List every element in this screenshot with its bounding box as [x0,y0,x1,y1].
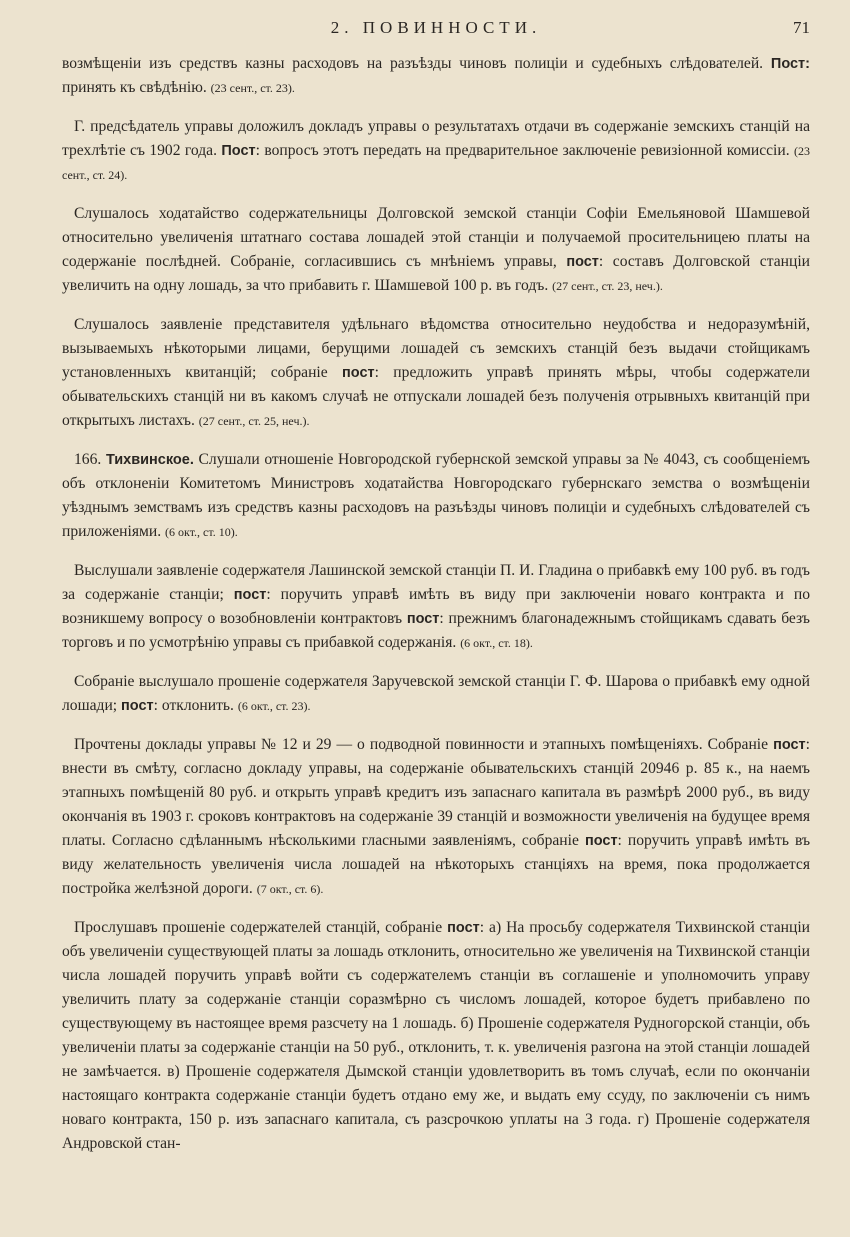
text-run: принять къ свѣдѣнію. [62,79,207,96]
text-run: возмѣщеніи изъ средствъ казны расходовъ на разъѣзды чиновъ полиціи и судебныхъ слѣдователей. [62,55,764,72]
text-run: : прежнимъ благонадежнымъ стойщикамъ сдавать безъ торговъ и по усмотрѣнію управы съ прибавкой содержанія. [62,610,810,651]
text-run: Слушалось заявленіе представителя удѣльнаго вѣдомства относительно неудобства и недоразумѣній, вызываемыхъ нѣкоторыми лицами, берущими лошадей съ земскихъ станцій безъ выдачи стойщикамъ установленныхъ квитанцій; собраніе [62,316,810,381]
paragraph-7 [62,670,810,718]
resolution-marker: пост [447,920,480,936]
text-run: Слушалось ходатайство содержательницы Долговской земской станціи Софіи Емельяновой Шамшевой относительно увеличенія штатнаго состава лошадей этой станціи и получаемой просительницею платы на содержаніе послѣдней. Собраніе, согласившись съ мнѣніемъ управы, [62,205,810,270]
page-header [62,18,810,52]
item-number: 166. [74,451,102,468]
resolution-marker: пост [406,611,440,627]
resolution-marker: пост [584,833,618,849]
paragraph-6 [62,559,810,655]
text-run: : внести въ смѣту, согласно докладу управы, на содержаніе обывательскихъ станцій 20946 р. 85 к., на наемъ этапныхъ помѣщеній 80 руб. и открыть управѣ кредитъ изъ запаснаго капитала въ размѣрѣ 2000 руб., въ виду окончанія въ 1903 г. сроковъ контрактовъ на содержаніе 39 станцій и возможности увеличенія на будущее время платы. Согласно сдѣланнымъ нѣсколькими гласными заявленіямъ, собраніе [62,736,810,849]
page-number: 71 [793,18,810,37]
running-title: 2. ПОВИННОСТИ. [330,18,542,37]
paragraph-5 [62,448,810,544]
text-run: Прочтены доклады управы № 12 и 29 — о подводной повинности и этапныхъ помѣщеніяхъ. Собраніе [74,736,769,753]
text-run: Г. предсѣдатель управы доложилъ докладъ управы о результатахъ отдачи въ содержаніе земскихъ станцій на трехлѣтіе съ 1902 года. [62,118,810,159]
session-reference: (7 окт., ст. 6). [256,882,324,896]
text-run: Слушали отношеніе Новгородской губернской земской управы за № 4043, съ сообщеніемъ объ отклоненіи Комитетомъ Министровъ ходатайства Новгородскаго губернскаго земства о возмѣщеніи уѣзднымъ земствамъ изъ средствъ казны расходовъ на разъѣзды чиновъ полиціи и судебныхъ слѣдователей съ приложеніями. [62,451,810,540]
session-reference: (23 сент., ст. 24). [62,144,811,182]
resolution-marker: пост [773,737,806,753]
session-reference: (6 окт., ст. 23). [237,699,311,713]
text-run: : предложить управѣ принять мѣры, чтобы содержатели обывательскихъ станцій ни въ какомъ случаѣ не отпускали лошадей безъ полученія отрывныхъ квитанцій при открытыхъ листахъ. [62,364,810,429]
resolution-marker: пост [566,254,599,270]
text-run: Выслушали заявленіе содержателя Лашинской земской станціи П. И. Гладина о прибавкѣ ему 100 руб. въ годъ за содержаніе станціи; [62,562,810,603]
text-run: : отклонить. [153,697,234,714]
resolution-marker: пост [121,698,154,714]
session-reference: (27 сент., ст. 25, неч.). [198,414,310,428]
text-run: : вопросъ этотъ передать на предварительное заключеніе ревизіонной комиссіи. [255,142,790,159]
session-reference: (23 сент., ст. 23). [210,81,295,95]
resolution-marker: пост [342,365,375,381]
paragraph-9 [62,916,810,1156]
text-run: : составъ Долговской станціи увеличить на одну лошадь, за что прибавить г. Шамшевой 100 р. въ годъ. [62,253,810,294]
resolution-marker: пост [233,587,267,603]
session-reference: (6 окт., ст. 18). [460,636,533,650]
resolution-marker: Пост [221,143,256,159]
session-reference: (6 окт., ст. 10). [165,525,238,539]
text-run: Собраніе выслушало прошеніе содержателя Заручевской земской станціи Г. Ф. Шарова о прибавкѣ ему одной лошади; [62,673,810,714]
district-heading: Тихвинское. [105,452,194,468]
text-run: : а) На просьбу содержателя Тихвинской станціи объ увеличеніи существующей платы за лошадь отклонить, относительно же увеличенія на Тихвинской станціи числа лошадей поручить управѣ войти съ содержателемъ станціи въ соглашеніе и уполномочить управу увеличить плату за содержаніе станціи соразмѣрно съ числомъ лошадей, которое будетъ прибавлено по существующему въ настоящее время разсчету на 1 лошадь. б) Прошеніе содержателя Рудногорской станціи, объ увеличеніи платы за содержаніе станціи на 50 руб., отклонить, т. к. увеличенія разгона на этой станціи лошадей не замѣчается. в) Прошеніе содержателя Дымской станціи удовлетворить въ томъ случаѣ, если по окончаніи настоящаго контракта содержаніе станціи будетъ отдано ему же, и выдать ему ссуду, по заключеніи съ нимъ новаго контракта, 150 р. изъ запаснаго капитала, съ разсрочкою уплаты на 3 года. г) Прошеніе содержателя Андровской стан- [62,919,810,1152]
paragraph-1 [62,52,810,100]
session-reference: (27 сент., ст. 23, неч.). [552,279,663,293]
text-run: Прослушавъ прошеніе содержателей станцій, собраніе [74,919,443,936]
paragraph-8 [62,733,810,901]
text-run: : поручить управѣ имѣть въ виду желательность увеличенія числа лошадей на нѣкоторыхъ станціяхъ на время, пока продолжается постройка желѣзной дороги. [62,832,811,897]
paragraph-3 [62,202,810,298]
body-text [62,52,810,1156]
text-run: : поручить управѣ имѣть въ виду при заключеніи новаго контракта и по возникшему вопросу о возобновленіи контрактовъ [62,586,811,627]
resolution-marker: Пост: [770,56,810,72]
paragraph-2 [62,115,810,187]
paragraph-4 [62,313,810,433]
